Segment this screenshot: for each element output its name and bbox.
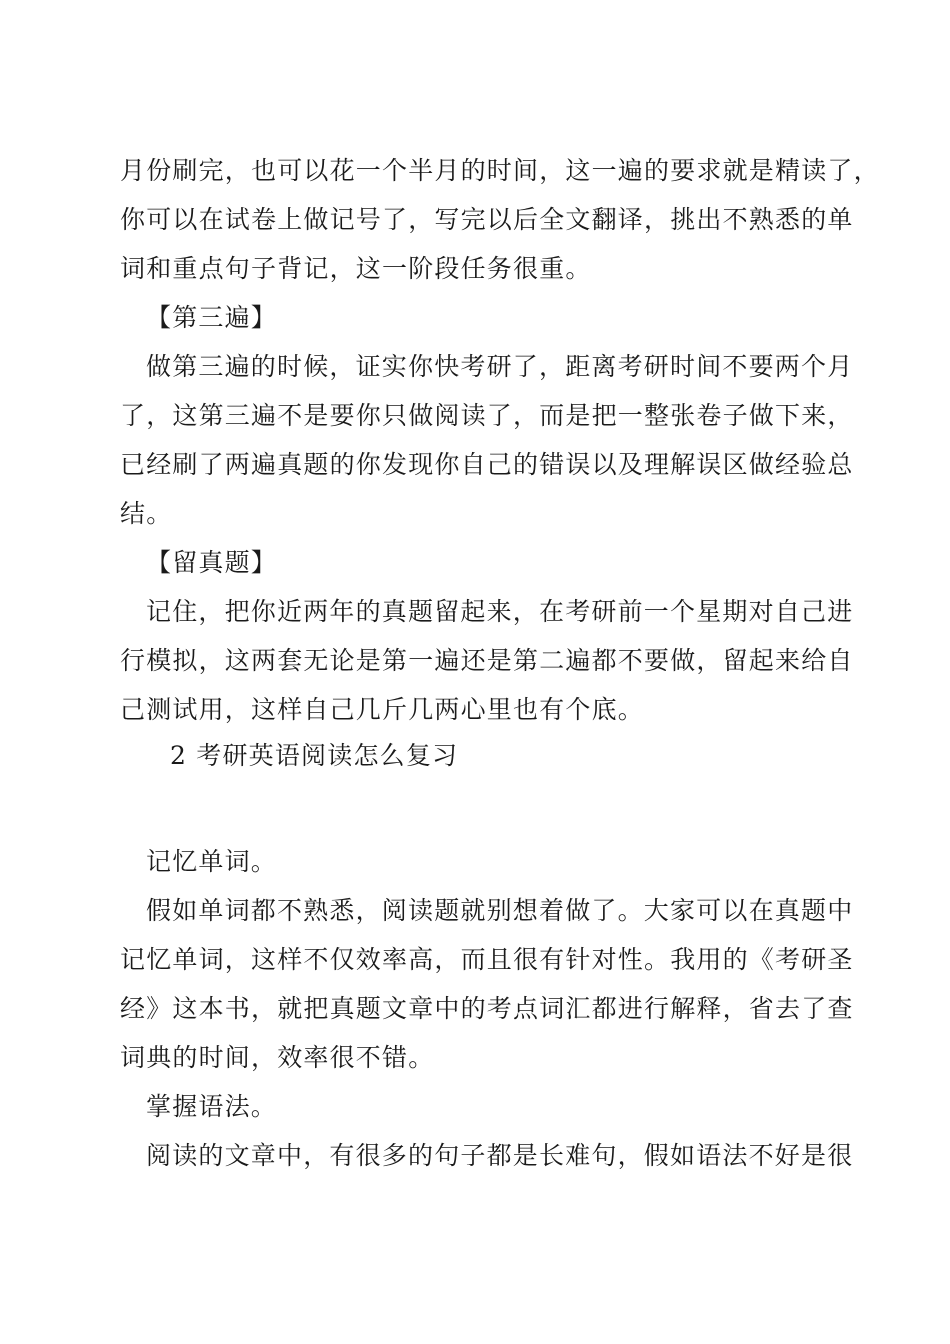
paragraph-line: 做第三遍的时候，证实你快考研了，距离考研时间不要两个月 — [146, 352, 854, 381]
paragraph-line: 阅读的文章中，有很多的句子都是长难句，假如语法不好是很 — [146, 1141, 854, 1170]
section-title: 2 考研英语阅读怎么复习 — [170, 741, 459, 770]
paragraph-line: 了，这第三遍不是要你只做阅读了，而是把一整张卷子做下来， — [120, 401, 854, 430]
paragraph-line: 行模拟，这两套无论是第一遍还是第二遍都不要做，留起来给自 — [120, 646, 854, 675]
paragraph-line: 掌握语法。 — [146, 1092, 278, 1121]
paragraph-line: 结。 — [120, 499, 173, 528]
paragraph-line: 记忆单词，这样不仅效率高，而且很有针对性。我用的《考研圣 — [120, 945, 854, 974]
paragraph-line: 你可以在试卷上做记号了，写完以后全文翻译，挑出不熟悉的单 — [120, 205, 854, 234]
section-heading-keep-exams: 【留真题】 — [146, 548, 278, 577]
paragraph-line: 记忆单词。 — [146, 847, 278, 876]
paragraph-line: 词和重点句子背记，这一阶段任务很重。 — [120, 254, 592, 283]
paragraph-line: 己测试用，这样自己几斤几两心里也有个底。 — [120, 695, 645, 724]
paragraph-line: 假如单词都不熟悉，阅读题就别想着做了。大家可以在真题中 — [146, 896, 854, 925]
section-heading-third-pass: 【第三遍】 — [146, 303, 278, 332]
paragraph-line: 已经刷了两遍真题的你发现你自己的错误以及理解误区做经验总 — [120, 450, 854, 479]
paragraph-line: 经》这本书，就把真题文章中的考点词汇都进行解释，省去了查 — [120, 994, 854, 1023]
paragraph-line: 月份刷完，也可以花一个半月的时间，这一遍的要求就是精读了， — [120, 156, 880, 185]
paragraph-line: 记住，把你近两年的真题留起来，在考研前一个星期对自己进 — [146, 597, 854, 626]
paragraph-line: 词典的时间，效率很不错。 — [120, 1043, 435, 1072]
